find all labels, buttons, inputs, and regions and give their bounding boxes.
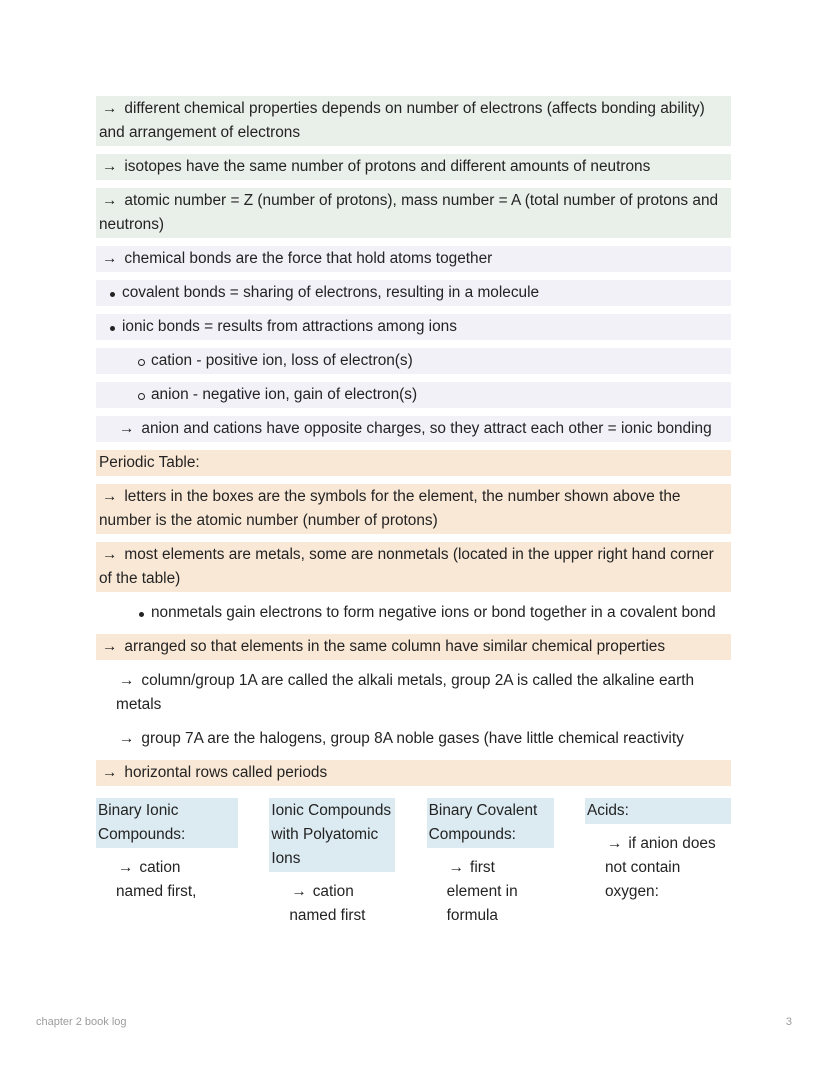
note-row [96, 154, 731, 180]
note-text: anion - negative ion, gain of electron(s) [151, 386, 418, 403]
circle-icon [138, 359, 145, 366]
note-row [96, 416, 731, 442]
page-footer [0, 1016, 828, 1028]
note-text: column/group 1A are called the alkali metals, group 2A is called the alkaline earth metals [116, 672, 695, 713]
note-text: covalent bonds = sharing of electrons, resulting in a molecule [122, 284, 540, 301]
note-row [96, 600, 731, 626]
arrow-marker: → [102, 192, 118, 209]
footer-page-number: 3 [785, 1016, 792, 1028]
note-text: horizontal rows called periods [124, 764, 328, 781]
arrow-marker: → [102, 158, 118, 175]
note-text: Periodic Table: [99, 454, 200, 471]
column-item-text: cation named first [289, 883, 366, 924]
column-item-text-wrap [447, 856, 531, 928]
arrow-marker: → [448, 859, 465, 876]
note-row [96, 634, 731, 660]
arrow-marker: → [118, 859, 134, 876]
note-row [96, 484, 731, 534]
arrow-marker: → [119, 672, 135, 689]
compound-columns [96, 798, 731, 928]
note-row [96, 246, 731, 272]
arrow-marker: → [102, 764, 118, 781]
note-row [96, 348, 731, 374]
note-row [96, 314, 731, 340]
notes-content [96, 0, 731, 928]
note-text: chemical bonds are the force that hold atoms together [124, 250, 493, 267]
note-text: isotopes have the same number of protons and different amounts of neutrons [124, 158, 651, 175]
bullet-icon [110, 292, 115, 297]
note-row [96, 450, 731, 476]
note-row [96, 760, 731, 786]
compound-column [585, 798, 731, 928]
arrow-marker: → [102, 488, 118, 505]
column-item [269, 880, 395, 928]
arrow-marker: → [119, 420, 135, 437]
circle-marker [131, 383, 151, 400]
compound-column [96, 798, 238, 928]
note-text: group 7A are the halogens, group 8A noble gases (have little chemical reactivity [141, 730, 684, 747]
arrow-marker: → [102, 546, 118, 563]
bullet-marker [102, 281, 122, 297]
column-item-text-wrap [605, 832, 723, 904]
column-header: Ionic Compounds with Polyatomic Ions [269, 798, 395, 872]
compound-column [269, 798, 395, 928]
note-text: ionic bonds = results from attractions among ions [122, 318, 457, 335]
bullet-icon [110, 326, 115, 331]
column-item [585, 832, 731, 904]
note-rows [96, 96, 731, 786]
note-text: anion and cations have opposite charges, so they attract each other = ionic bonding [141, 420, 712, 437]
arrow-marker: → [102, 100, 118, 117]
column-item-text: cation named first, [116, 859, 197, 900]
column-header: Acids: [585, 798, 731, 824]
circle-icon [138, 393, 145, 400]
note-text: different chemical properties depends on number of electrons (affects bonding ability) and arrangement of electrons [99, 100, 705, 141]
note-row [96, 726, 731, 752]
note-text: most elements are metals, some are nonmetals (located in the upper right hand corner of the table) [99, 546, 714, 587]
column-item-text: first element in formula [446, 859, 518, 924]
note-row [96, 280, 731, 306]
bullet-icon [139, 612, 144, 617]
column-header: Binary Ionic Compounds: [96, 798, 238, 848]
note-text: cation - positive ion, loss of electron(s) [151, 352, 413, 369]
note-row [96, 668, 731, 718]
circle-marker [131, 349, 151, 366]
note-row [96, 382, 731, 408]
column-header: Binary Covalent Compounds: [427, 798, 554, 848]
column-item-text: if anion does not contain oxygen: [604, 835, 716, 900]
note-text: letters in the boxes are the symbols for the element, the number shown above the number is the atomic number (number of protons) [99, 488, 681, 529]
footer-doc-title: chapter 2 book log [36, 1016, 127, 1028]
arrow-marker: → [291, 883, 307, 900]
note-text: atomic number = Z (number of protons), mass number = A (total number of protons and neutrons) [99, 192, 719, 233]
bullet-marker [131, 601, 151, 617]
column-item-text-wrap [116, 856, 212, 904]
column-item [427, 856, 554, 928]
arrow-marker: → [606, 835, 623, 852]
note-row [96, 542, 731, 592]
note-text: arranged so that elements in the same column have similar chemical properties [124, 638, 666, 655]
bullet-marker [102, 315, 122, 331]
column-item-text-wrap [289, 880, 385, 928]
note-row [96, 96, 731, 146]
compound-column [427, 798, 554, 928]
column-item [96, 856, 238, 904]
note-text: nonmetals gain electrons to form negative ions or bond together in a covalent bond [151, 604, 716, 621]
arrow-marker: → [102, 638, 118, 655]
note-row [96, 188, 731, 238]
arrow-marker: → [119, 730, 135, 747]
arrow-marker: → [102, 250, 118, 267]
